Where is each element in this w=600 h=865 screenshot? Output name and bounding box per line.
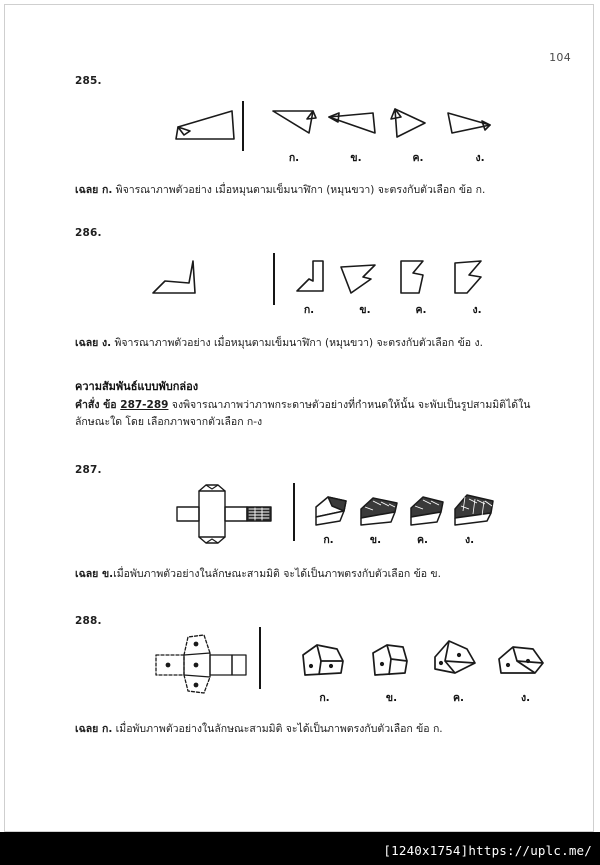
answer-lead-285: เฉลย ก. [75,184,113,196]
answer-line-287 [75,567,553,582]
sample-net-288 [148,629,252,699]
answer-text-288: เมื่อพับภาพตัวอย่างในลักษณะสามมิติ จะได้เป็นภาพตรงกับตัวเลือก ข้อ ก. [112,723,443,735]
option-figure-288-a [297,639,351,687]
sample-figure-285 [170,105,250,151]
option-label-c: ค. [412,152,424,164]
page-number: 104 [549,51,571,64]
section-heading: ความสัมพันธ์แบบพับกล่อง [75,380,199,393]
option-label-a: ก. [323,534,334,546]
option-figure-288-c [425,635,481,685]
option-label-c: ค. [415,304,427,316]
instruction-lead: คำสั่ง ข้อ [75,399,121,411]
answer-lead-287: เฉลย ข. [75,568,114,580]
option-figure-285-c [385,103,437,149]
answer-text-286: พิจารณาภาพตัวอย่าง เมื่อหมุนตามเข็มนาฬิกา (หมุนขวา) จะตรงกับตัวเลือก ข้อ ง. [111,337,483,349]
answer-lead-288: เฉลย ก. [75,723,113,735]
answer-text-287: เมื่อพับภาพตัวอย่างในลักษณะสามมิติ จะได้เป็นภาพตรงกับตัวเลือก ข้อ ข. [113,568,441,580]
option-label-b: ข. [350,152,362,164]
option-label-b: ข. [369,534,382,546]
option-figure-288-b [365,639,415,687]
answer-line-286 [75,336,553,351]
figure-row-285 [5,101,593,163]
option-label-a: ก. [303,304,315,316]
sample-net-287 [173,483,283,545]
question-number-286: 286. [75,227,102,239]
option-figure-285-b [325,107,383,151]
option-label-d: ง. [475,152,485,164]
question-number-288: 288. [75,615,102,627]
option-label-a: ก. [319,692,330,704]
figure-row-287 [5,483,593,555]
figure-row-286 [5,253,593,315]
option-figure-287-c [405,491,449,533]
option-labels-288 [291,689,561,706]
option-figure-287-b [357,491,403,533]
option-label-b: ข. [385,692,398,704]
option-figure-288-d [493,639,549,687]
instruction-body: จงพิจารณาภาพว่าภาพกระดาษตัวอย่างที่กำหนดให้นั้น จะพับเป็นรูปสามมิติได้ในลักษณะใด โดย เลือกภาพจากตัวเลือก ก-ง [75,399,531,428]
option-labels-285 [263,149,513,166]
option-figure-285-d [442,107,498,151]
option-labels-287 [305,531,515,548]
figure-row-288 [5,627,593,707]
option-labels-286 [281,301,531,318]
option-figure-285-a [267,105,323,149]
question-number-285: 285. [75,75,102,87]
divider-288 [259,627,261,689]
section-instruction [75,397,565,431]
option-figure-286-c [393,255,437,303]
sample-figure-286 [145,255,225,303]
divider-286 [273,253,275,305]
option-figure-286-a [291,255,335,303]
instruction-range: 287-289 [120,399,169,411]
question-number-287: 287. [75,464,102,476]
page-content [5,5,593,831]
option-figure-286-d [447,255,493,303]
option-label-b: ข. [359,304,371,316]
option-label-c: ค. [416,534,428,546]
divider-285 [242,101,244,151]
footer-source-text: [1240x1754]https://uplc.me/ [383,843,592,858]
option-figure-287-a [310,491,352,533]
answer-line-288 [75,722,553,737]
answer-text-285: พิจารณาภาพตัวอย่าง เมื่อหมุนตามเข็มนาฬิกา (หมุนขวา) จะตรงกับตัวเลือก ข้อ ก. [112,184,486,196]
option-figure-287-d [451,489,499,533]
option-figure-286-b [337,259,389,305]
option-label-d: ง. [464,534,475,546]
answer-line-285 [75,183,553,198]
option-label-d: ง. [472,304,482,316]
option-label-a: ก. [288,152,300,164]
footer-bar [0,832,600,865]
option-label-d: ง. [520,692,531,704]
answer-lead-286: เฉลย ง. [75,337,112,349]
option-label-c: ค. [452,692,464,704]
divider-287 [293,483,295,541]
document-page [4,4,594,832]
